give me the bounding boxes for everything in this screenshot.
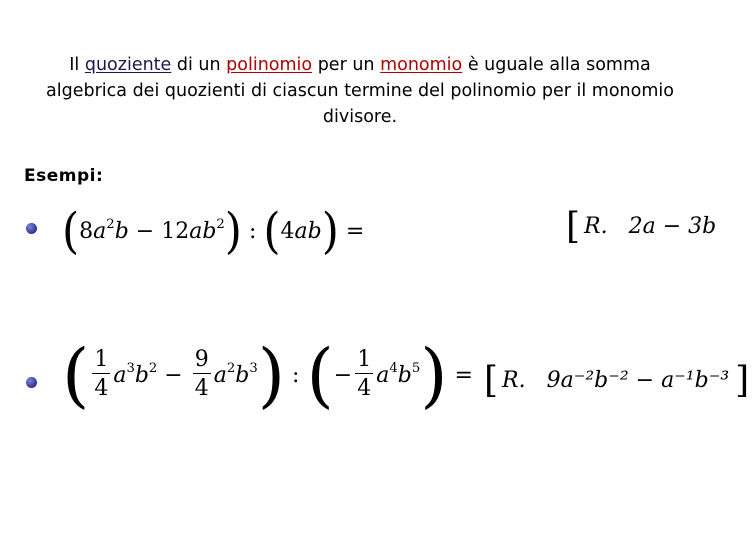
example-1-answer: [ R. 2a − 3b <box>566 206 717 247</box>
keyword-polinomio: polinomio <box>226 55 313 75</box>
bullet-icon <box>26 223 37 234</box>
keyword-quoziente: quoziente <box>84 55 172 75</box>
example-2-answer: [ R. 9a⁻²b⁻² − a⁻¹b⁻³ ] <box>484 360 750 401</box>
answer-prefix: R. <box>502 368 526 393</box>
rule-text: di un <box>171 55 227 75</box>
example-1-expression: ( $8a^2b - 12ab^2$ ) : ( 4ab ) = <box>62 203 365 260</box>
rule-text: Il <box>69 55 85 75</box>
answer-value: 9a⁻²b⁻² − a⁻¹b⁻³ <box>546 368 730 393</box>
bullet-icon <box>26 377 37 388</box>
answer-value: 2a − 3b <box>628 214 717 239</box>
answer-prefix: R. <box>584 214 608 239</box>
rule-text: è uguale alla somma algebrica dei quozienti di ciascun termine del polinomio per il monomio divisore. <box>46 55 674 127</box>
rule-text: per un <box>312 55 381 75</box>
example-2-expression: ( $\frac{1}{4}$ $a^3b^2$ − $\frac{9}{4}$ $a^2b^3$ ) : ( − $\frac{1}{4}$ $a^4b^5$ ) = <box>62 334 473 416</box>
rule-statement <box>30 52 690 130</box>
keyword-monomio: monomio <box>380 55 463 75</box>
examples-heading: Esempi: <box>24 166 104 186</box>
